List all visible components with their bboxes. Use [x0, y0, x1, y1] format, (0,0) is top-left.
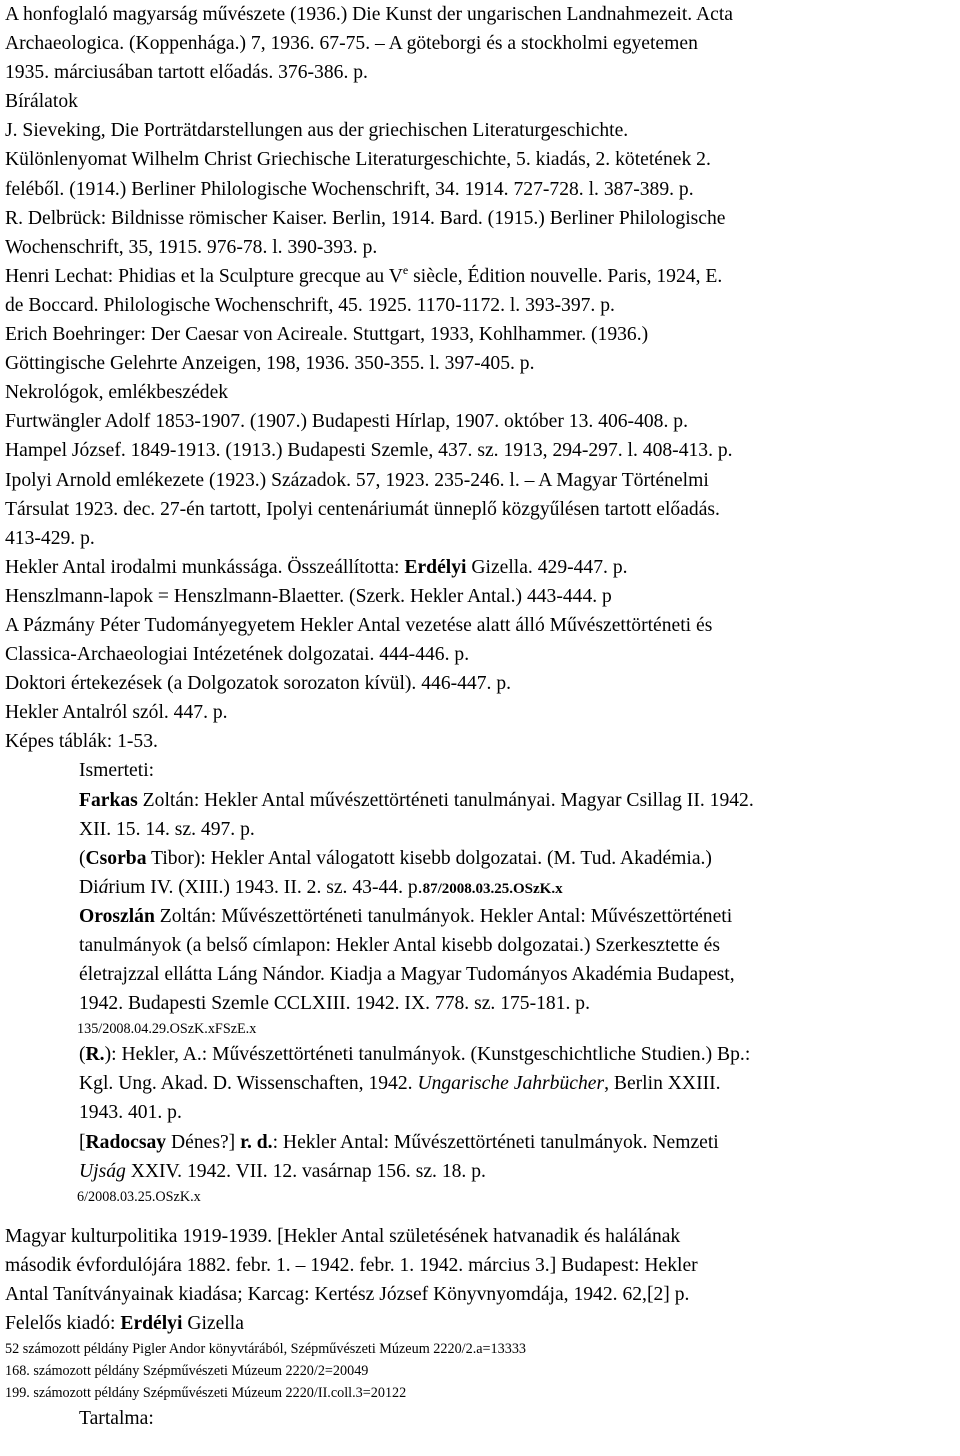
review-line: 1943. 401. p. [79, 1102, 182, 1124]
text-line: Hampel József. 1849-1913. (1913.) Budapesti Szemle, 437. sz. 1913, 294-297. l. 408-413. p. [5, 440, 733, 462]
review-heading: Ismerteti: [79, 760, 155, 782]
copy-note: 52 számozott példány Pigler Andor könyvtárából, Szépművészeti Múzeum 2220/2.a=13333 [5, 1341, 527, 1358]
text-line: Antal Tanítványainak kiadása; Karcag: Kertész József Könyvnyomdája, 1942. 62,[2] p. [5, 1283, 690, 1305]
text-line: Képes táblák: 1-53. [5, 731, 158, 753]
text-line: Különlenyomat Wilhelm Christ Griechische Literaturgeschichte, 5. kiadás, 2. kötetének 2. [5, 149, 711, 171]
copy-note: 199. számozott példány Szépművészeti Múzeum 2220/II.coll.3=20122 [5, 1385, 407, 1402]
review-line: Ujság XXIV. 1942. VII. 12. vasárnap 156. sz. 18. p. [79, 1160, 486, 1182]
text-line: Ipolyi Arnold emlékezete (1923.) Századok. 57, 1923. 235-246. l. – A Magyar Történelmi [5, 469, 709, 491]
review-line: [Radocsay Dénes?] r. d.: Hekler Antal: Művészettörténeti tanulmányok. Nemzeti [79, 1131, 719, 1153]
text-line: Henri Lechat: Phidias et la Sculpture grecque au Ve siècle, Édition nouvelle. Paris, 1924, E. [5, 262, 723, 287]
text-line: Wochenschrift, 35, 1915. 976-78. l. 390-393. p. [5, 236, 378, 258]
catalog-code: 6/2008.03.25.OSzK.x [77, 1188, 201, 1205]
text-line: Doktori értekezések (a Dolgozatok sorozaton kívül). 446-447. p. [5, 673, 512, 695]
document-page [5, 0, 955, 1433]
copy-note: 168. számozott példány Szépművészeti Múzeum 2220/2=20049 [5, 1363, 369, 1380]
text-line: Magyar kulturpolitika 1919-1939. [Hekler Antal születésének hatvanadik és halálának [5, 1225, 681, 1247]
contents-heading: Tartalma: [79, 1408, 154, 1430]
review-line: tanulmányok (a belső címlapon: Hekler Antal kisebb dolgozatai.) Szerkesztette és [79, 935, 720, 956]
review-line: Diárium IV. (XIII.) 1943. II. 2. sz. 43-44. p.87/2008.03.25.OSzK.x [79, 876, 563, 898]
review-line: XII. 15. 14. sz. 497. p. [79, 818, 255, 840]
text-line: Erich Boehringer: Der Caesar von Acireale. Stuttgart, 1933, Kohlhammer. (1936.) [5, 324, 649, 346]
review-line: Farkas Zoltán: Hekler Antal művészettörténeti tanulmányai. Magyar Csillag II. 1942. [79, 789, 754, 811]
text-line: de Boccard. Philologische Wochenschrift, 45. 1925. 1170-1172. l. 393-397. p. [5, 294, 615, 316]
text-line: Classica-Archaeologiai Intézetének dolgozatai. 444-446. p. [5, 644, 470, 666]
review-line: Oroszlán Zoltán: Művészettörténeti tanulmányok. Hekler Antal: Művészettörténeti [79, 905, 733, 927]
review-line: Kgl. Ung. Akad. D. Wissenschaften, 1942. Ungarische Jahrbücher, Berlin XXIII. [79, 1073, 721, 1095]
text-line: A Pázmány Péter Tudományegyetem Hekler Antal vezetése alatt álló Művészettörténeti és [5, 614, 713, 636]
text-line: Felelős kiadó: Erdélyi Gizella [5, 1313, 244, 1335]
text-line: 413-429. p. [5, 527, 95, 549]
text-line: A honfoglaló magyarság művészete (1936.) Die Kunst der ungarischen Landnahmezeit. Acta [5, 4, 734, 25]
text-line: R. Delbrück: Bildnisse römischer Kaiser. Berlin, 1914. Bard. (1915.) Berliner Philologische [5, 207, 726, 229]
review-line: 1942. Budapesti Szemle CCLXIII. 1942. IX. 778. sz. 175-181. p. [79, 993, 591, 1015]
section-heading: Bírálatok [5, 91, 78, 113]
text-line: Henszlmann-lapok = Henszlmann-Blaetter. (Szerk. Hekler Antal.) 443-444. p [5, 585, 612, 607]
text-line: második évfordulójára 1882. febr. 1. – 1942. febr. 1. 1942. március 3.] Budapest: Hekler [5, 1254, 698, 1276]
text-line: Hekler Antal irodalmi munkássága. Összeállította: Erdélyi Gizella. 429-447. p. [5, 556, 628, 578]
text-line: feléből. (1914.) Berliner Philologische Wochenschrift, 34. 1914. 727-728. l. 387-389. p. [5, 178, 694, 200]
text-line: Furtwängler Adolf 1853-1907. (1907.) Budapesti Hírlap, 1907. október 13. 406-408. p. [5, 411, 688, 433]
review-line: (R.): Hekler, A.: Művészettörténeti tanulmányok. (Kunstgeschichtliche Studien.) Bp.: [79, 1044, 751, 1066]
text-line: J. Sieveking, Die Porträtdarstellungen aus der griechischen Literaturgeschichte. [5, 120, 629, 142]
text-line: Göttingische Gelehrte Anzeigen, 198, 1936. 350-355. l. 397-405. p. [5, 353, 535, 375]
text-line: Hekler Antalról szól. 447. p. [5, 702, 228, 724]
text-line: Társulat 1923. dec. 27-én tartott, Ipolyi centenáriumát ünneplő közgyűlésen tartott előadás. [5, 498, 720, 520]
section-heading: Nekrológok, emlékbeszédek [5, 382, 229, 404]
catalog-code: 135/2008.04.29.OSzK.xFSzE.x [77, 1021, 257, 1038]
review-line: életrajzzal ellátta Láng Nándor. Kiadja a Magyar Tudományos Akadémia Budapest, [79, 964, 735, 986]
review-line: (Csorba Tibor): Hekler Antal válogatott kisebb dolgozatai. (M. Tud. Akadémia.) [79, 847, 712, 869]
text-line: 1935. márciusában tartott előadás. 376-386. p. [5, 62, 368, 84]
text-line: Archaeologica. (Koppenhága.) 7, 1936. 67-75. – A göteborgi és a stockholmi egyetemen [5, 33, 698, 55]
